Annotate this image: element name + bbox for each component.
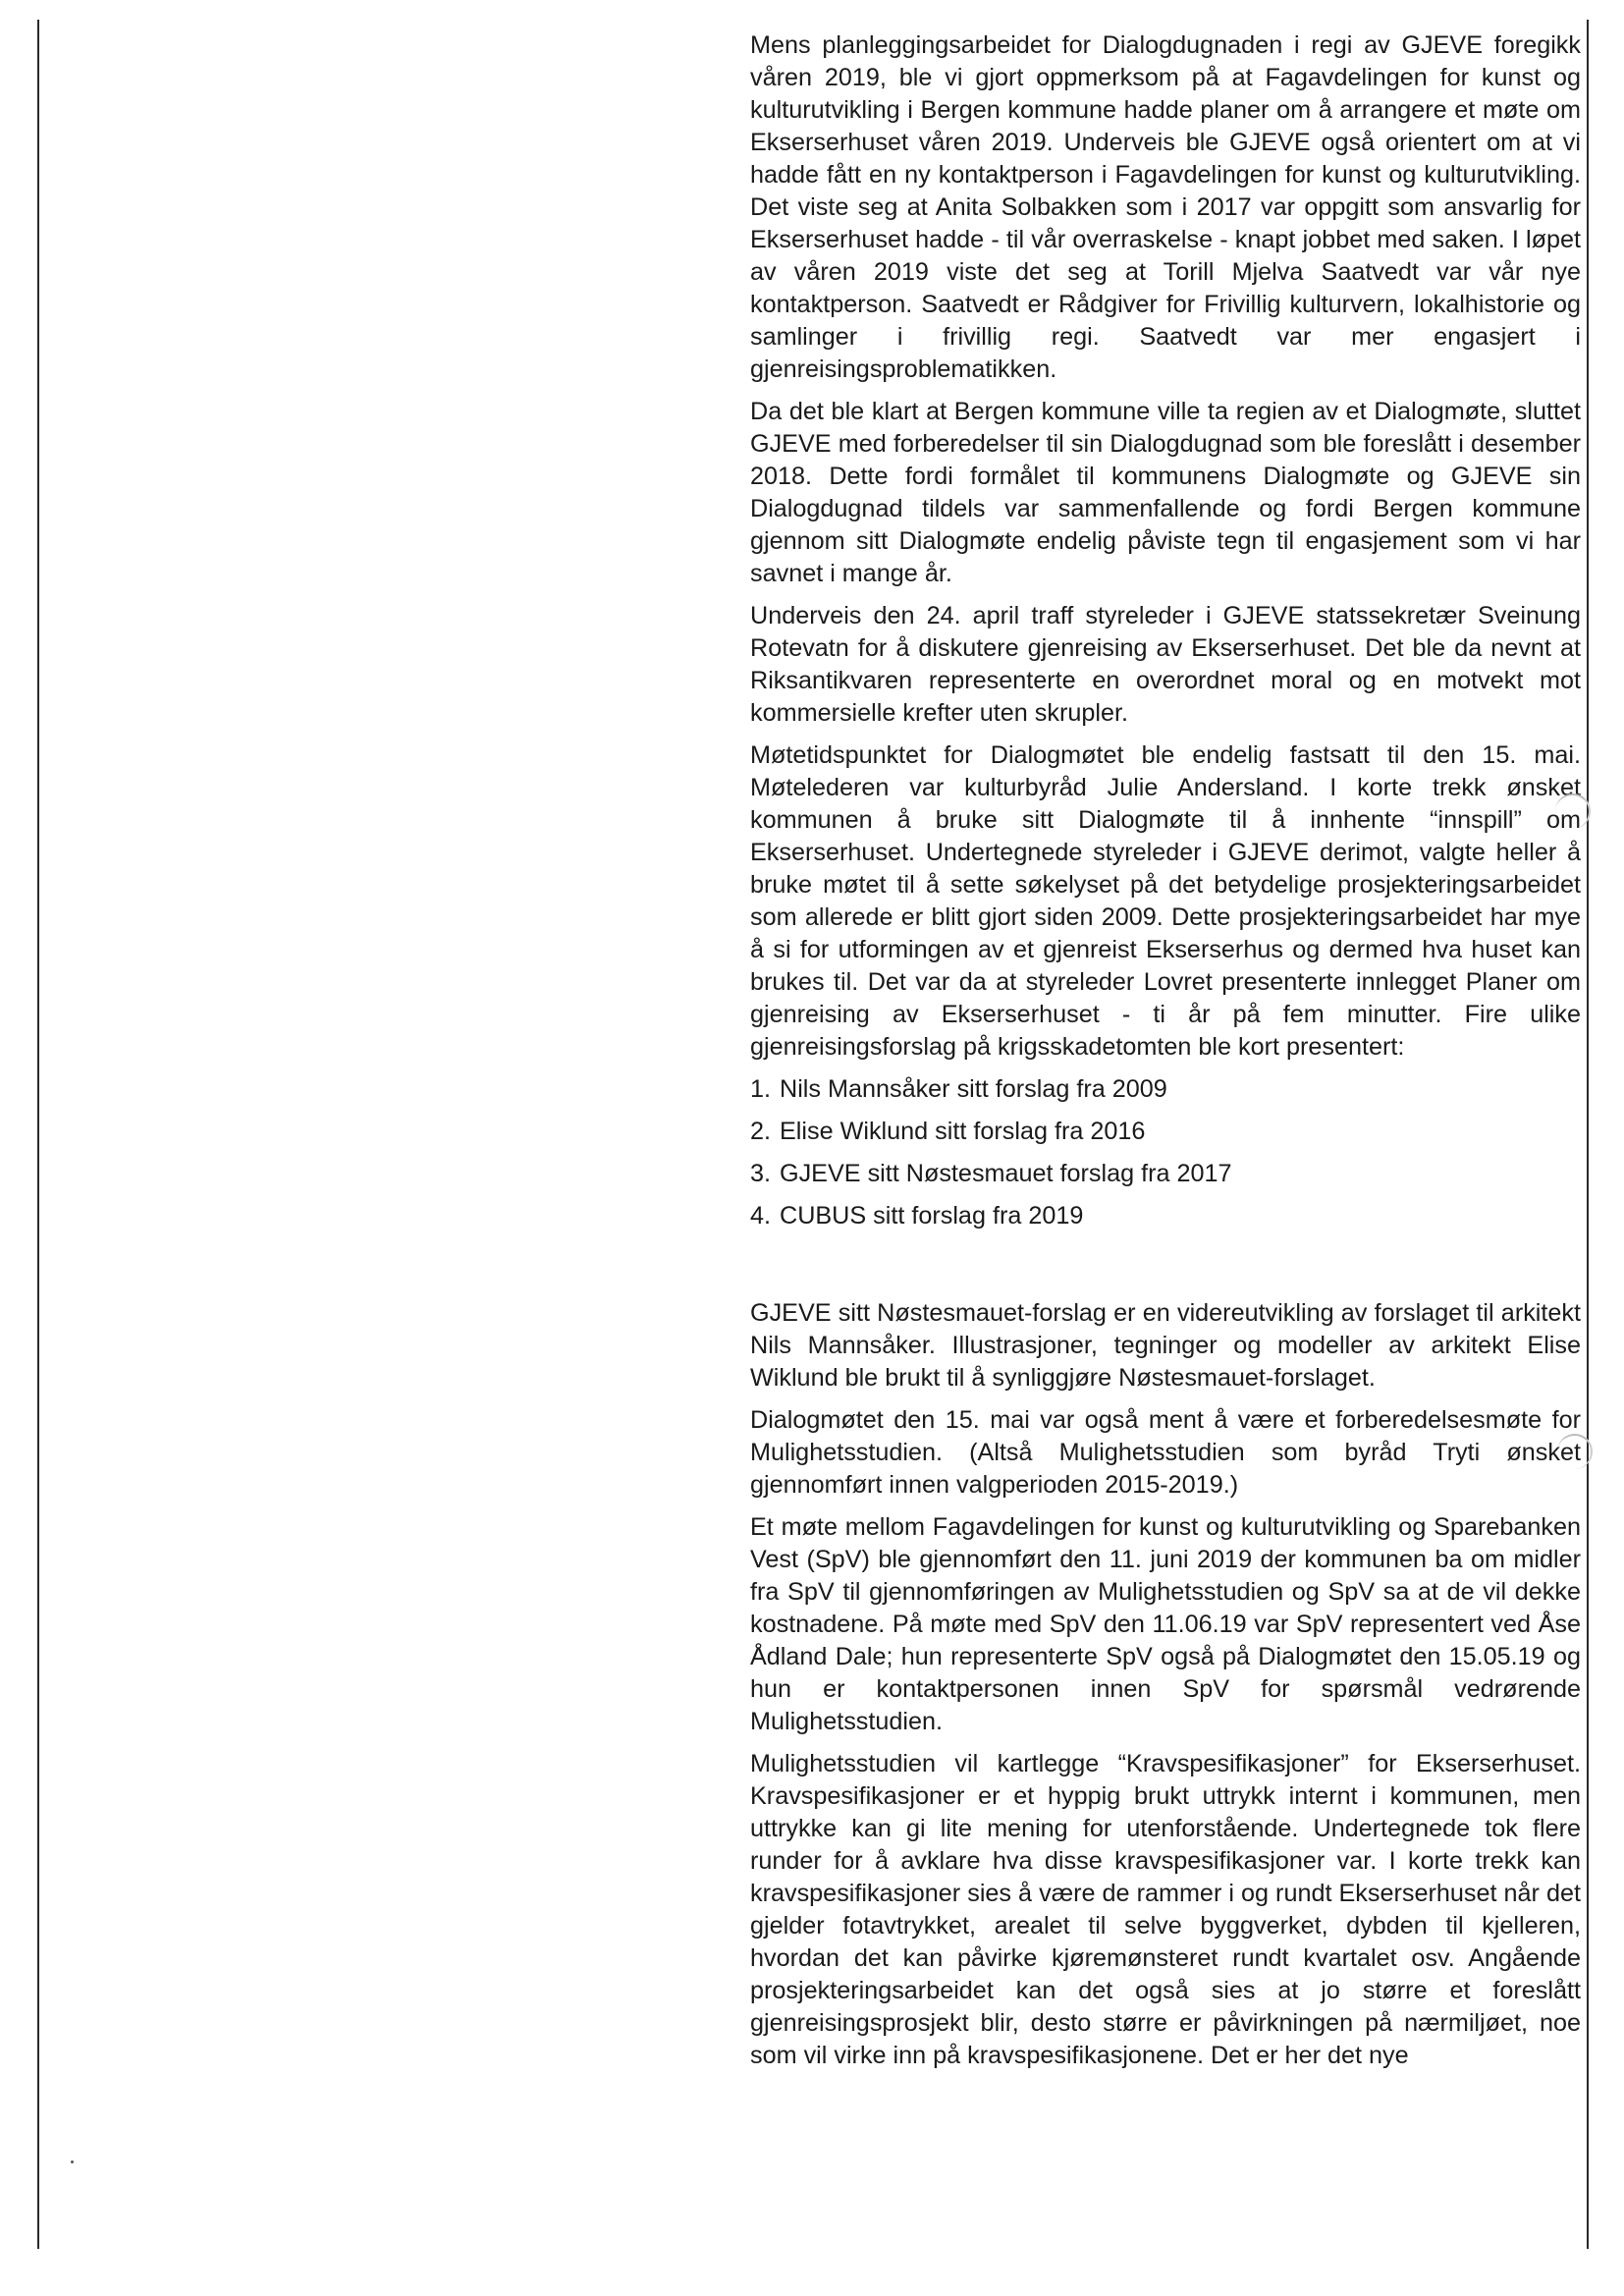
list-item [750, 1158, 1581, 1190]
paragraph-motetidspunkt: Møtetidspunktet for Dialogmøtet ble endelig fastsatt til den 15. mai. Møtelederen var kulturbyråd Julie Andersland. I korte trekk ønsket kommunen å bruke sitt Dialogmøte til å innhente “innspill” om Ekserserhuset. Undertegnede styreleder i GJEVE derimot, valgte heller å bruke møtet til å sette søkelyset på det betydelige prosjekteringsarbeidet som allerede er blitt gjort siden 2009. Dette prosjekteringsarbeidet har mye å si for utformingen av et gjenreist Ekserserhus og dermed hva huset kan brukes til. Det var da at styreleder Lovret presenterte innlegget Planer om gjenreising av Ekserserhuset - ti år på fem minutter. Fire ulike gjenreisingsforslag på krigsskadetomten ble kort presentert: [750, 741, 1581, 1061]
paragraph-nostesmauet: GJEVE sitt Nøstesmauet-forslag er en videreutvikling av forslaget til arkitekt Nils Mannsåker. Illustrasjoner, tegninger og modeller av arkitekt Elise Wiklund ble brukt til å synliggjøre Nøstesmauet-forslaget. [750, 1299, 1581, 1392]
paragraph-sparebanken: Et møte mellom Fagavdelingen for kunst og kulturutvikling og Sparebanken Vest (SpV) ble gjennomført den 11. juni 2019 der kommunen ba om midler fra SpV til gjennomføringen av Mulighetsstudien og SpV sa at de vil dekke kostnadene. På møte med SpV den 11.06.19 var SpV representert ved Åse Ådland Dale; hun representerte SpV også på Dialogmøtet den 15.05.19 og hun er kontaktpersonen innen SpV for spørsmål vedrørende Mulighetsstudien. [750, 1513, 1581, 1735]
list-number: 1. [750, 1075, 772, 1103]
list-number: 4. [750, 1202, 772, 1230]
paragraph-dialogmote: Da det ble klart at Bergen kommune ville ta regien av et Dialogmøte, sluttet GJEVE med forberedelser til sin Dialogdugnad som ble foreslått i desember 2018. Dette fordi formålet til kommunens Dialogmøte og GJEVE sin Dialogdugnad tildels var sammenfallende og fordi Bergen kommune gjennom sitt Dialogmøte endelig påviste tegn til engasjement som vi har savnet i mange år. [750, 398, 1581, 587]
list-text: Elise Wiklund sitt forslag fra 2016 [780, 1118, 1146, 1145]
list-text: GJEVE sitt Nøstesmauet forslag fra 2017 [780, 1160, 1232, 1187]
section-spacer [750, 1242, 1581, 1297]
list-item [750, 1073, 1581, 1106]
scan-artifact-curl [1557, 1434, 1593, 1469]
list-text: CUBUS sitt forslag fra 2019 [780, 1202, 1084, 1230]
paragraph-statssekretaer: Underveis den 24. april traff styreleder i GJEVE statssekretær Sveinung Rotevatn for å diskutere gjenreising av Ekserserhuset. Det ble da nevnt at Riksantikvaren representerte en overordnet moral og en motvekt mot kommersielle krefter uten skrupler. [750, 602, 1581, 727]
paragraph-forberedelsesmote: Dialogmøtet den 15. mai var også ment å være et forberedelsesmøte for Mulighetsstudien. (Altså Mulighetsstudien som byråd Tryti ønsket gjennomført innen valgperioden 2015-2019.) [750, 1406, 1581, 1499]
list-text: Nils Mannsåker sitt forslag fra 2009 [780, 1075, 1167, 1103]
scan-speck [71, 2160, 74, 2163]
paragraph-planning: Mens planleggingsarbeidet for Dialogdugnaden i regi av GJEVE foregikk våren 2019, ble vi gjort oppmerksom på at Fagavdelingen for kunst og kulturutvikling i Bergen kommune hadde planer om å arrangere et møte om Ekserserhuset våren 2019. Underveis ble GJEVE også orientert om at vi hadde fått en ny kontaktperson i Fagavdelingen for kunst og kulturutvikling. Det viste seg at Anita Solbakken som i 2017 var oppgitt som ansvarlig for Ekserserhuset hadde - til vår overraskelse - knapt jobbet med saken. I løpet av våren 2019 viste det seg at Torill Mjelva Saatvedt var vår nye kontaktperson. Saatvedt er Rådgiver for Frivillig kulturvern, lokalhistorie og samlinger i frivillig regi. Saatvedt var mer engasjert i gjenreisingsproblematikken. [750, 31, 1581, 383]
list-item [750, 1116, 1581, 1148]
list-number: 2. [750, 1118, 772, 1145]
list-item [750, 1200, 1581, 1232]
list-number: 3. [750, 1160, 772, 1187]
paragraph-kravspesifikasjoner: Mulighetsstudien vil kartlegge “Kravspesifikasjoner” for Ekserserhuset. Kravspesifikasjoner er et hyppig brukt uttrykk internt i kommunen, men uttrykke kan gi lite mening for utenforstående. Undertegnede tok flere runder for å avklare hva disse kravspesifikasjoner var. I korte trekk kan kravspesifikasjoner sies å være de rammer i og rundt Ekserserhuset når det gjelder fotavtrykket, arealet til selve byggverket, dybden til kjelleren, hvordan det kan påvirke kjøremønsteret rundt kvartalet osv. Angående prosjekteringsarbeidet kan det også sies at jo større et foreslått gjenreisingsprosjekt blir, desto større er påvirkningen på nærmiljøet, noe som vil virke inn på kravspesifikasjonene. Det er her det nye [750, 1750, 1581, 2069]
proposal-list [750, 1073, 1581, 1232]
scan-artifact-curl [1555, 793, 1591, 829]
document-body [750, 29, 1581, 2082]
left-margin-rule [37, 20, 39, 2249]
right-margin-rule [1587, 20, 1589, 2249]
